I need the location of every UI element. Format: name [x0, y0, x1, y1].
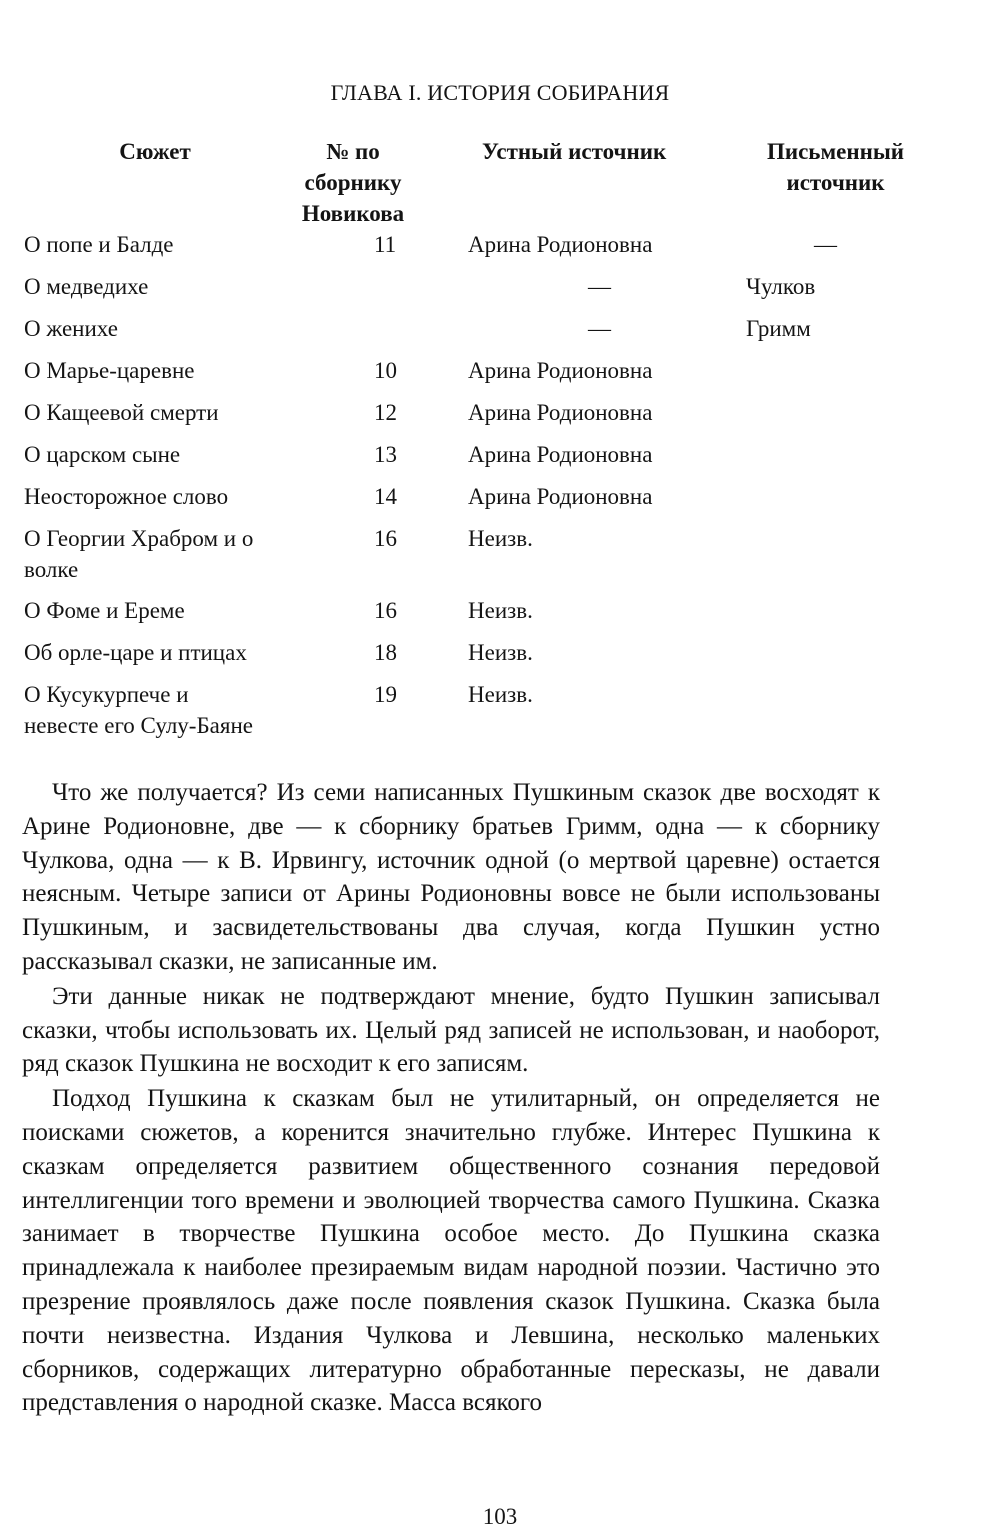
cell-oral: Арина Родионовна: [468, 232, 653, 257]
table-row: [24, 271, 933, 313]
cell-oral: Неизв.: [468, 682, 533, 707]
header-written-source: Письменный источник: [766, 139, 905, 195]
cell-number: 16: [374, 598, 397, 623]
cell-plot: О Кащеевой смерти: [24, 400, 219, 425]
paragraph: Что же получается? Из семи написанных Пушкиным сказок две восходят к Арине Родионовне, две — к сборнику братьев Гримм, одна — к сборнику Чулкова, одна — к В. Ирвингу, источник одной (о мертвой царевне) остается неясным. Четыре записи от Арины Родионовны вовсе не были использованы Пушкиным, и засвидетельствованы два случая, когда Пушкин устно рассказывал сказки, не записанные им.: [22, 779, 880, 975]
cell-written: [738, 595, 933, 637]
cell-number: 13: [374, 442, 397, 467]
cell-plot: Неосторожное слово: [24, 484, 229, 509]
body-text: [22, 776, 880, 1421]
cell-number: 12: [374, 400, 397, 425]
cell-written: [738, 679, 933, 751]
cell-number: 14: [374, 484, 397, 509]
cell-number: [286, 313, 466, 355]
cell-oral: Арина Родионовна: [468, 484, 653, 509]
table-row: [24, 637, 933, 679]
header-number: № по сборнику Новикова: [301, 139, 405, 226]
table-row: [24, 397, 933, 439]
cell-oral: Арина Родионовна: [468, 400, 653, 425]
table-row: [24, 439, 933, 481]
cell-written: [738, 523, 933, 595]
header-oral-source: Устный источник: [482, 139, 667, 164]
table-row: [24, 229, 933, 271]
table-row: [24, 679, 933, 751]
cell-written: Чулков: [746, 274, 816, 299]
cell-oral: Арина Родионовна: [468, 358, 653, 383]
cell-number: 16: [374, 526, 397, 551]
cell-oral: Неизв.: [468, 598, 533, 623]
cell-plot: О царском сыне: [24, 442, 181, 467]
page-number: 103: [482, 1504, 518, 1529]
cell-oral: Неизв.: [468, 526, 533, 551]
paragraph: Эти данные никак не подтверждают мнение, будто Пушкин записывал сказки, чтобы использовать их. Целый ряд записей не использован, и наоборот, ряд сказок Пушкина не восходит к его записям.: [22, 982, 880, 1078]
cell-written: [738, 637, 933, 679]
cell-written: [738, 439, 933, 481]
cell-number: 10: [374, 358, 397, 383]
cell-plot: О женихе: [24, 316, 118, 341]
table-row: [24, 523, 933, 595]
cell-plot: О Фоме и Ереме: [24, 598, 185, 623]
sources-table: [24, 136, 933, 751]
cell-number: 19: [374, 682, 397, 707]
table-row: [24, 313, 933, 355]
header-plot: Сюжет: [119, 139, 191, 164]
paragraph: Подход Пушкина к сказкам был не утилитарный, он определяется не поисками сюжетов, а коренится значительно глубже. Интерес Пушкина к сказкам определяется развитием общественного сознания передовой интеллигенции того времени и эволюцией творчества самого Пушкина. Сказка занимает в творчестве Пушкина особое место. До Пушкина сказка принадлежала к наиболее презираемым видам народной поэзии. Частично это презрение проявлялось даже после появления сказок Пушкина. Сказка была почти неизвестна. Издания Чулкова и Левшина, несколько маленьких сборников, содержащих литературно обработанные пересказы, не давали представления о народной сказке. Масса всякого: [22, 1085, 880, 1417]
cell-plot: О Марье-царевне: [24, 358, 195, 383]
cell-number: 11: [374, 232, 397, 257]
cell-oral: Неизв.: [468, 640, 533, 665]
cell-plot: О Георгии Храбром и о волке: [24, 526, 254, 582]
cell-plot: О медведихе: [24, 274, 149, 299]
cell-written: —: [814, 232, 837, 257]
cell-plot: О попе и Балде: [24, 232, 174, 257]
table-row: [24, 595, 933, 637]
cell-oral: —: [588, 316, 611, 341]
cell-written: Гримм: [746, 316, 811, 341]
table-row: [24, 481, 933, 523]
cell-written: [738, 397, 933, 439]
cell-written: [738, 355, 933, 397]
running-head: ГЛАВА I. ИСТОРИЯ СОБИРАНИЯ: [330, 80, 670, 105]
cell-written: [738, 481, 933, 523]
cell-oral: Арина Родионовна: [468, 442, 653, 467]
cell-oral: —: [588, 274, 611, 299]
cell-plot: Об орле-царе и птицах: [24, 640, 247, 665]
cell-plot: О Кусукурпече и невесте его Сулу-Баяне: [24, 682, 253, 738]
cell-number: [286, 271, 466, 313]
cell-number: 18: [374, 640, 397, 665]
table-header-row: [24, 136, 933, 229]
table-row: [24, 355, 933, 397]
